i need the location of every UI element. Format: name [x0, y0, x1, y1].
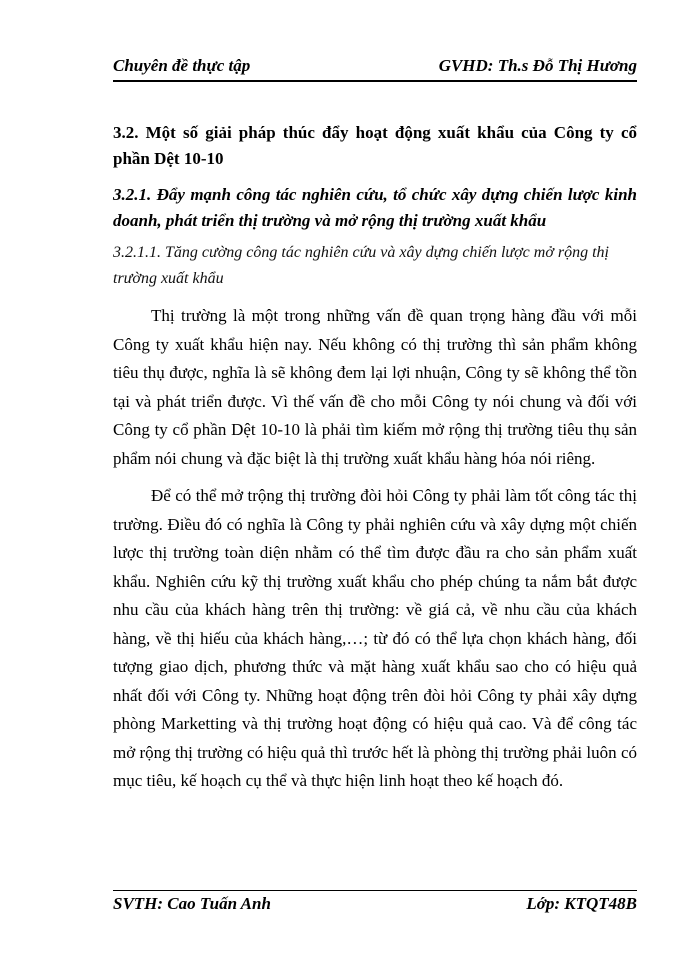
section-heading: 3.2. Một số giải pháp thúc đẩy hoạt động xuất khẩu của Công ty cổ phần Dệt 10-10 [113, 123, 637, 168]
page-content [113, 120, 637, 796]
body-paragraph-1: Thị trường là một trong những vấn đề quan trọng hàng đầu với mỗi Công ty xuất khẩu hiện nay. Nếu không có thị trường thì sản phẩm không tiêu thụ được, nghĩa là sẽ không đem lại lợi nhuận, Công ty sẽ không thể tồn tại và phát triển được. Vì thế vấn đề cho mỗi Công ty nói chung và đối với Công ty cổ phần Dệt 10-10 là phải tìm kiếm mở rộng thị trường tiêu thụ sản phẩm nói chung và đặc biệt là thị trường xuất khẩu hàng hóa nói riêng. [113, 306, 637, 468]
header-topic: Chuyên đề thực tập [113, 56, 251, 75]
header-advisor: GVHD: Th.s Đỗ Thị Hương [438, 56, 637, 75]
subsubsection-heading: 3.2.1.1. Tăng cường công tác nghiên cứu và xây dựng chiến lược mở rộng thị trường xuất khẩu [113, 244, 609, 287]
footer-student: SVTH: Cao Tuấn Anh [113, 894, 271, 913]
footer-class: Lớp: KTQT48B [526, 894, 637, 913]
page-header [113, 56, 637, 82]
body-paragraph-2: Để có thể mở trộng thị trường đòi hỏi Công ty phải làm tốt công tác thị trường. Điều đó có nghĩa là Công ty phải nghiên cứu và xây dựng một chiến lược thị trường toàn diện nhằm có thể tìm được đầu ra cho sản phẩm xuất khẩu. Nghiên cứu kỹ thị trường xuất khẩu cho phép chúng ta nắm bắt được nhu cầu của khách hàng trên thị trường: về giá cả, về nhu cầu của khách hàng, về thị hiếu của khách hàng,…; từ đó có thể lựa chọn khách hàng, đối tượng giao dịch, phương thức và mặt hàng xuất khẩu sao cho có hiệu quả nhất đối với Công ty. Những hoạt động trên đòi hỏi Công ty phải xây dựng phòng Marketting và thị trường hoạt động có hiệu quả cao. Và để công tác mở rộng thị trường có hiệu quả thì trước hết là phòng thị trường phải luôn có mục tiêu, kế hoạch cụ thể và thực hiện linh hoạt theo kế hoạch đó. [113, 486, 637, 790]
page-footer [113, 890, 637, 915]
subsection-heading: 3.2.1. Đẩy mạnh công tác nghiên cứu, tổ chức xây dựng chiến lược kinh doanh, phát triển thị trường và mở rộng thị trường xuất khẩu [113, 185, 637, 230]
